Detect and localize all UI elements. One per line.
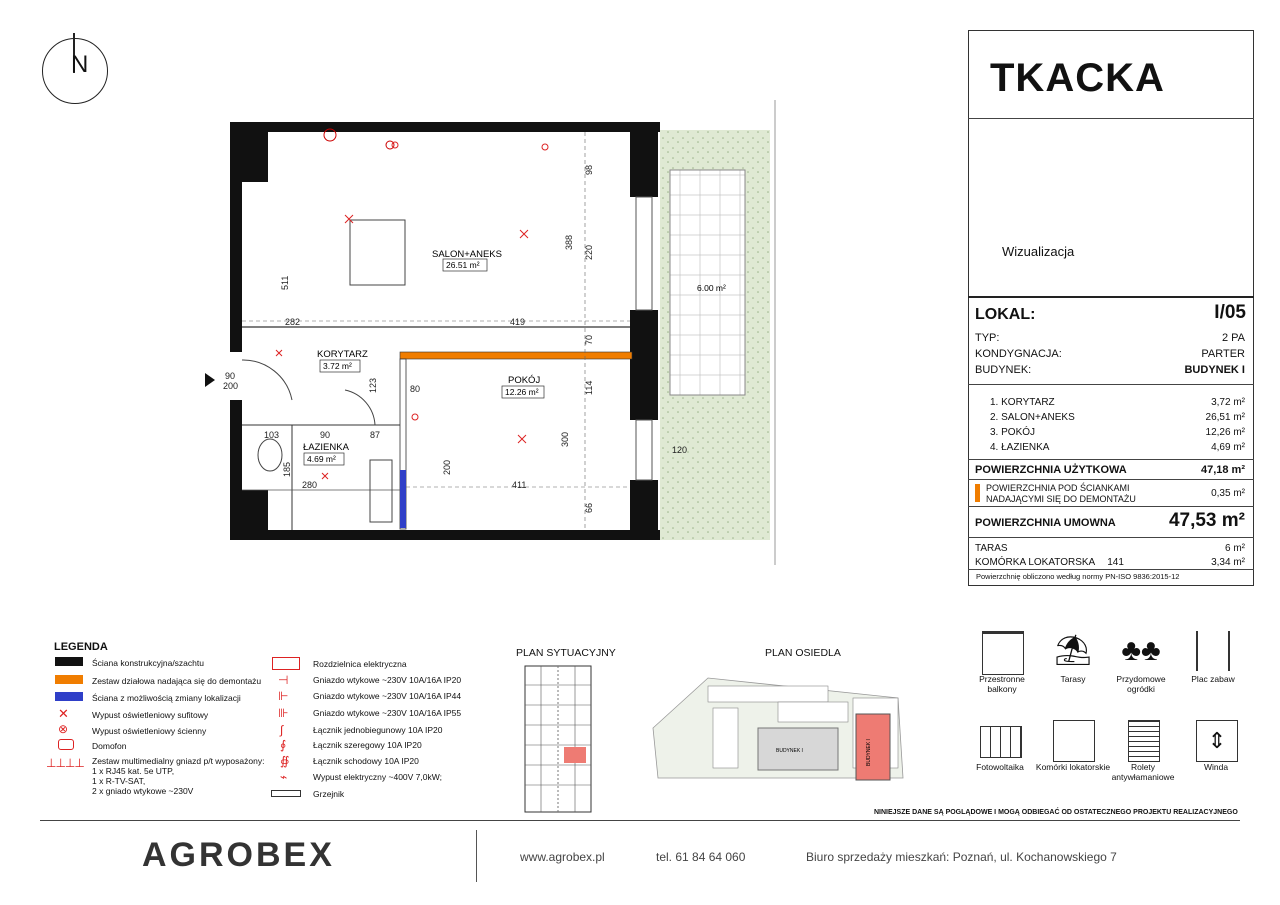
- legend-item: Łącznik szeregowy 10A IP20: [313, 740, 422, 750]
- structural-wall-swatch: [55, 657, 83, 666]
- amenity-label: Rolety antywłamaniowe: [1111, 762, 1175, 782]
- dim: 300: [560, 431, 570, 447]
- dim: 98: [584, 164, 594, 175]
- terrace-plan-area: 6.00 m²: [697, 283, 726, 293]
- usable-area-row: POWIERZCHNIA UŻYTKOWA 47,18 m²: [975, 464, 1245, 476]
- floor-plan: [200, 95, 790, 575]
- dim: 511: [280, 275, 290, 290]
- room-row: 1. KORYTARZ 3,72 m²: [990, 397, 1245, 408]
- amenity-label: Fotowoltaika: [976, 762, 1024, 772]
- dim: 185: [282, 461, 292, 477]
- legend-item: Domofon: [92, 741, 127, 751]
- dim: 388: [564, 234, 574, 250]
- dim: 419: [510, 317, 526, 327]
- estate-plan: [648, 668, 910, 793]
- legend-item: 1 x R-TV-SAT,: [92, 776, 146, 786]
- storage-icon: [1053, 720, 1095, 762]
- dim: 90: [320, 430, 331, 440]
- situational-plan-title: PLAN SYTUACYJNY: [516, 647, 616, 659]
- dim: 282: [285, 317, 301, 327]
- dim: 87: [370, 430, 381, 440]
- radiator-icon: [271, 790, 301, 797]
- dim: 200: [223, 381, 239, 391]
- korytarz-area: 3.72 m²: [323, 361, 352, 371]
- legend-item: Zestaw multimedialny gniazd p/t wyposażony:: [92, 756, 265, 766]
- estate-plan-title: PLAN OSIEDLA: [765, 647, 841, 659]
- balcony-icon: [982, 631, 1024, 675]
- garden-icon: ♣♣: [1121, 634, 1161, 667]
- socket-ip44-icon: ⊩: [278, 689, 289, 703]
- salon-area: 26.51 m²: [446, 260, 480, 270]
- pokoj-area: 12.26 m²: [505, 387, 539, 397]
- legend-item: Wypust oświetleniowy ścienny: [92, 726, 207, 736]
- movable-wall-swatch: [55, 692, 83, 701]
- lazienka-area: 4.69 m²: [307, 454, 336, 464]
- multimedia-socket-icon: ⊥⊥⊥⊥: [46, 756, 84, 770]
- norm-note: Powierzchnię obliczono według normy PN-ISO 9836:2015-12: [976, 572, 1180, 581]
- unit-floor-row: KONDYGNACJA: PARTER: [975, 348, 1245, 360]
- series-switch-icon: ∮: [280, 738, 287, 752]
- legend-item: Łącznik jednobiegunowy 10A IP20: [313, 725, 443, 735]
- contract-area-value: 47,53 m²: [1168, 510, 1245, 531]
- playground-icon: [1196, 631, 1230, 671]
- dim: 66: [584, 502, 594, 513]
- single-switch-icon: ∫: [280, 723, 284, 737]
- terrace-icon: ⛱: [1053, 634, 1093, 667]
- legend-item: Wypust elektryczny ~400V 7,0kW;: [313, 772, 442, 782]
- legend-item: Wypust oświetleniowy sufitowy: [92, 710, 209, 720]
- storage-row: KOMÓRKA LOKATORSKA 141 3,34 m²: [975, 557, 1245, 568]
- salon-label: SALON+ANEKS: [432, 249, 502, 260]
- dim: 200: [442, 459, 452, 475]
- agrobex-logo: AGROBEX: [142, 836, 335, 874]
- socket-ip20-icon: ⊣: [278, 673, 289, 687]
- dim: 280: [302, 480, 318, 490]
- legend-item: Ściana z możliwością zmiany lokalizacji: [92, 693, 241, 703]
- ceiling-light-icon: ✕: [58, 706, 69, 721]
- amenity-label: Przydomowe ogródki: [1116, 674, 1166, 694]
- legend-item: Rozdzielnica elektryczna: [313, 659, 407, 669]
- demolition-label: POWIERZCHNIA POD ŚCIANKAMI NADAJĄCYMI SIĘ DO DEMONTAŻU: [986, 483, 1136, 504]
- wall-light-icon: ⊗: [58, 722, 69, 736]
- phone-link[interactable]: tel. 61 84 64 060: [656, 850, 746, 864]
- unit-building-row: BUDYNEK: BUDYNEK I: [975, 364, 1245, 376]
- blinds-icon: [1128, 720, 1160, 762]
- demolition-value: 0,35 m²: [1211, 488, 1245, 499]
- elevator-icon: ⇕: [1196, 720, 1238, 762]
- unit-label: LOKAL:: [975, 306, 1036, 323]
- dim: 90: [225, 371, 236, 381]
- sales-office: Biuro sprzedaży mieszkań: Poznań, ul. Kochanowskiego 7: [806, 850, 1117, 864]
- dim: 80: [410, 384, 421, 394]
- room-row: 2. SALON+ANEKS 26,51 m²: [990, 412, 1245, 423]
- dim: 411: [512, 480, 527, 490]
- staircase-switch-icon: ∯: [280, 754, 290, 768]
- power-outlet-icon: ⌁: [280, 770, 288, 784]
- estate-building-b: BUDYNEK I: [866, 739, 872, 766]
- contract-area-label: POWIERZCHNIA UMOWNA: [975, 517, 1116, 529]
- distribution-board-icon: [272, 657, 300, 670]
- dim: 70: [584, 334, 594, 345]
- amenity-label: Plac zabaw: [1191, 674, 1235, 684]
- website-link[interactable]: www.agrobex.pl: [520, 850, 605, 864]
- demolition-wall-swatch: [55, 675, 83, 684]
- legend-title: LEGENDA: [54, 641, 108, 653]
- project-title: TKACKA: [990, 56, 1165, 100]
- terrace-row: TARAS 6 m²: [975, 543, 1245, 554]
- lazienka-label: ŁAZIENKA: [303, 442, 349, 453]
- dim: 114: [584, 380, 594, 395]
- unit-type-row: TYP: 2 PA: [975, 332, 1245, 344]
- legend-item: Gniazdo wtykowe ~230V 10A/16A IP44: [313, 691, 462, 701]
- estate-building-a: BUDYNEK I: [776, 748, 803, 754]
- legend-item: Grzejnik: [313, 789, 345, 799]
- legend-item: Gniazdo wtykowe ~230V 10A/16A IP20: [313, 675, 462, 685]
- legend-item: Ściana konstrukcyjna/szachtu: [92, 658, 204, 668]
- demolition-swatch: [975, 484, 980, 502]
- amenity-label: Komórki lokatorskie: [1035, 762, 1111, 772]
- dim: 123: [368, 377, 378, 393]
- solar-icon: [980, 726, 1022, 758]
- dim: 120: [672, 445, 688, 455]
- situational-plan: [524, 665, 592, 813]
- amenity-label: Tarasy: [1060, 674, 1086, 684]
- disclaimer: NINIEJSZE DANE SĄ POGLĄDOWE I MOGĄ ODBIEGAĆ OD OSTATECZNEGO PROJEKTU REALIZACYJNEGO: [874, 809, 1238, 816]
- socket-ip55-icon: ⊪: [278, 706, 289, 720]
- north-compass-icon: [42, 38, 108, 104]
- korytarz-label: KORYTARZ: [317, 349, 368, 360]
- pokoj-label: POKÓJ: [508, 375, 541, 386]
- legend-item: 1 x RJ45 kat. 5e UTP,: [92, 766, 175, 776]
- legend-item: Łącznik schodowy 10A IP20: [313, 756, 419, 766]
- footer-divider: [476, 830, 477, 882]
- dim: 220: [584, 244, 594, 260]
- dim: 103: [264, 430, 280, 440]
- unit-number: I/05: [1214, 302, 1246, 323]
- room-row: 3. POKÓJ 12,26 m²: [990, 427, 1245, 438]
- visualization-label: Wizualizacja: [1002, 244, 1075, 259]
- legend-item: 2 x gniado wtykowe ~230V: [92, 786, 194, 796]
- amenity-label: Przestronne balkony: [979, 674, 1025, 694]
- legend-item: Zestaw działowa nadająca się do demontażu: [92, 676, 262, 686]
- amenity-label: Winda: [1203, 762, 1229, 772]
- room-row: 4. ŁAZIENKA 4,69 m²: [990, 442, 1245, 453]
- compass-letter: N: [71, 51, 89, 78]
- intercom-icon: [58, 739, 74, 750]
- legend-item: Gniazdo wtykowe ~230V 10A/16A IP55: [313, 708, 462, 718]
